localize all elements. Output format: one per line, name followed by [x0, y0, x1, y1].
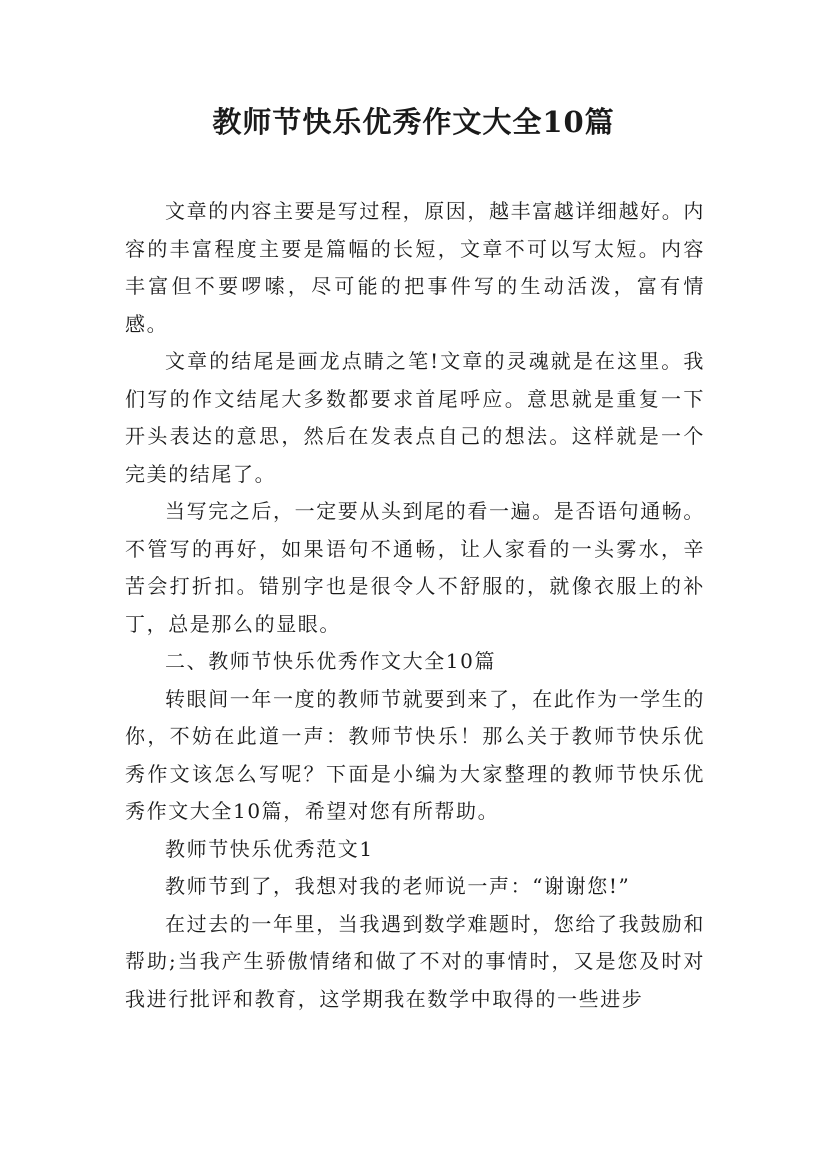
paragraph-intro: 转眼间一年一度的教师节就要到来了，在此作为一学生的你，不妨在此道一声：教师节快乐！那么关于教师节快乐优秀作文该怎么写呢？下面是小编为大家整理的教师节快乐优秀作文大全10篇，希望对您有所帮助。 [125, 686, 705, 823]
paragraph-ending: 文章的结尾是画龙点睛之笔!文章的灵魂就是在这里。我们写的作文结尾大多数都要求首尾呼应。意思就是重复一下开头表达的意思，然后在发表点自己的想法。这样就是一个完美的结尾了。 [125, 349, 705, 486]
paragraph-thanks: 教师节到了，我想对我的老师说一声：“谢谢您!” [165, 874, 631, 898]
document-title: 教师节快乐优秀作文大全10篇 [212, 105, 615, 139]
paragraph-content-richness: 文章的内容主要是写过程，原因，越丰富越详细越好。内容的丰富程度主要是篇幅的长短，文章不可以写太短。内容丰富但不要啰嗦，尽可能的把事件写的生动活泼，富有情感。 [125, 199, 705, 336]
paragraph-proofreading: 当写完之后，一定要从头到尾的看一遍。是否语句通畅。不管写的再好，如果语句不通畅，让人家看的一头雾水，辛苦会打折扣。错别字也是很令人不舒服的，就像衣服上的补丁，总是那么的显眼。 [125, 499, 705, 636]
section-heading: 二、教师节快乐优秀作文大全10篇 [165, 649, 497, 673]
document-body [125, 193, 705, 1018]
essay-subtitle: 教师节快乐优秀范文1 [165, 836, 374, 861]
paragraph-past-year: 在过去的一年里，当我遇到数学难题时，您给了我鼓励和帮助;当我产生骄傲情绪和做了不对的事情时，又是您及时对我进行批评和教育，这学期我在数学中取得的一些进步 [125, 911, 705, 1011]
